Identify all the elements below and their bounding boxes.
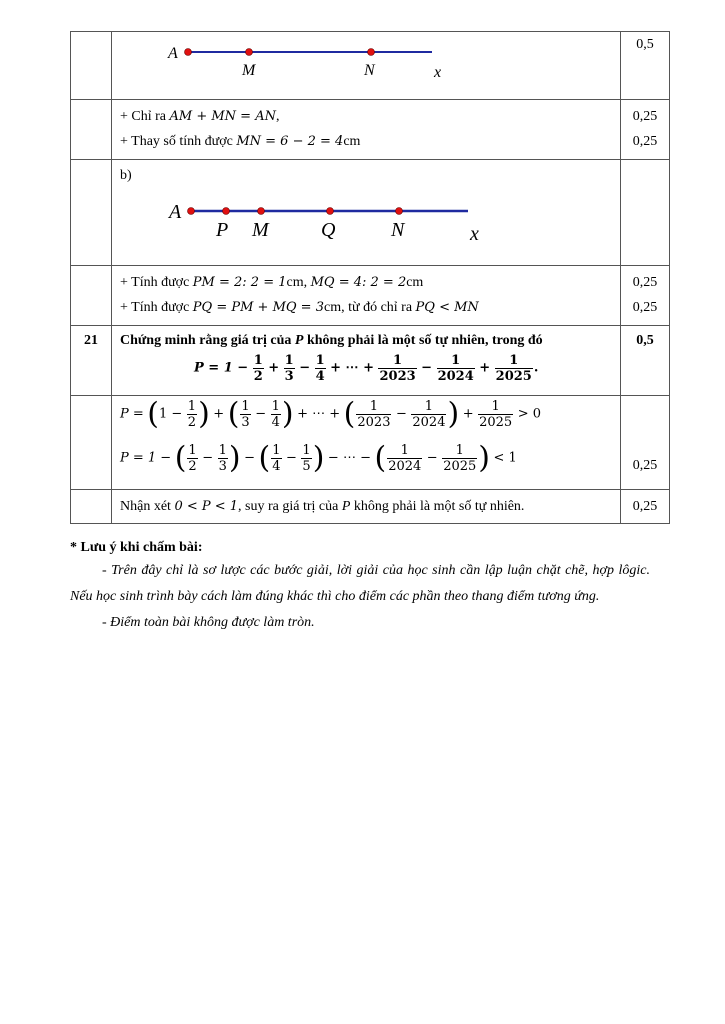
eq-part: P =: [120, 406, 144, 422]
step-text: + Tính được: [120, 300, 193, 315]
grading-notes: [70, 540, 650, 636]
title-text: không phải là một số tự nhiên, trong đó: [303, 333, 543, 348]
step-text: + Tính được: [120, 275, 193, 290]
conclusion-var: P: [341, 499, 351, 514]
step-math: MN = 6 − 2 = 4: [236, 134, 344, 149]
label-a: A: [169, 201, 182, 223]
operator: +: [462, 406, 474, 422]
fraction: $\frac{1}{4}$: [271, 399, 280, 430]
notes-paragraph: - Điểm toàn bài không được làm tròn.: [102, 615, 315, 630]
table-row: [71, 396, 670, 490]
operator: −: [426, 450, 438, 466]
conclusion-text: Nhận xét: [120, 499, 175, 514]
point-m: [258, 208, 265, 215]
step-text: ,: [275, 109, 280, 124]
fraction: $\frac{1}{2025}$: [495, 353, 532, 384]
relation: < 1: [493, 450, 517, 466]
label-a: A: [168, 45, 178, 62]
equation-2: P = 1 − ( $\frac{1}{2}$ − $\frac{1}{3}$ ) − ( $\frac{1}{4}$ − $\frac{1}{5}$ ) − ⋯ − ( $\frac{1}{2024}$ − $\frac{1}{2025}$ ) < 1: [120, 440, 517, 476]
score: 0,25: [632, 499, 658, 514]
operator: −: [244, 450, 256, 466]
number-cell: [71, 100, 112, 160]
content-cell: [112, 396, 621, 490]
step-line: [112, 129, 620, 154]
title-var: P: [294, 333, 304, 348]
score-cell: [621, 160, 670, 266]
problem-title: [112, 328, 620, 353]
fraction: $\frac{1}{2}$: [187, 399, 197, 430]
point-a: [188, 208, 195, 215]
step-text: cm, từ đó chỉ ra: [323, 300, 416, 315]
step-math: AM + MN = AN: [169, 109, 276, 124]
table-row: [71, 100, 670, 160]
score: 0,25: [632, 300, 658, 315]
operator: +: [268, 360, 280, 376]
step-math: PQ = PM + MQ = 3: [192, 300, 324, 315]
number-cell: [71, 326, 112, 396]
score: 0,25: [632, 458, 658, 473]
point-n: [368, 49, 375, 56]
operator: .: [533, 360, 539, 376]
point-m: [246, 49, 253, 56]
content-cell: [112, 266, 621, 326]
fraction: $\frac{1}{3}$: [218, 443, 227, 474]
operator: + ⋯ +: [330, 360, 374, 376]
step-line: [112, 104, 620, 129]
label-n: N: [364, 62, 375, 79]
point-n: [396, 208, 403, 215]
number-cell: [71, 32, 112, 100]
fraction: $\frac{1}{3}$: [284, 353, 294, 384]
notes-paragraph: - Trên đây chỉ là sơ lược các bước giải, lời giải của học sinh cần lập luận chặt chẽ, hợp lôgic. Nếu học sinh trình bày cách làm đúng khác thì cho điểm các phần theo thang điểm tương ứng.: [70, 563, 650, 604]
content-cell: [112, 160, 621, 266]
table-row: [71, 160, 670, 266]
score-cell: [621, 326, 670, 396]
step-math: MQ = 4: 2 = 2: [310, 275, 407, 290]
eq-part: 1 −: [159, 406, 183, 422]
fraction: $\frac{1}{2024}$: [388, 443, 422, 474]
table-row: [71, 266, 670, 326]
score: 0,25: [632, 134, 658, 149]
step-text: cm: [406, 275, 424, 290]
step-text: cm: [343, 134, 361, 149]
score-cell: [621, 32, 670, 100]
answer-table: [70, 31, 670, 524]
label-x: x: [470, 223, 479, 245]
step-text: cm,: [286, 275, 311, 290]
notes-title: * Lưu ý khi chấm bài:: [70, 540, 203, 555]
step-math: PQ < MN: [415, 300, 479, 315]
operator: −: [299, 360, 311, 376]
table-row: [71, 326, 670, 396]
conclusion-math: 0 < P < 1: [174, 499, 239, 514]
score: 0,5: [636, 333, 654, 348]
content-cell: [112, 32, 621, 100]
operator: −: [421, 360, 433, 376]
fraction: $\frac{1}{2024}$: [412, 399, 446, 430]
operator: −: [286, 450, 297, 466]
label-n: N: [391, 219, 405, 241]
score-cell: [621, 490, 670, 524]
label-q: Q: [321, 219, 336, 241]
operator: − ⋯ −: [327, 450, 371, 466]
table-row: [71, 32, 670, 100]
fraction: $\frac{1}{2}$: [253, 353, 263, 384]
content-cell: [112, 490, 621, 524]
relation: > 0: [517, 406, 541, 422]
fraction: $\frac{1}{2023}$: [357, 399, 391, 430]
label-p: P: [216, 219, 229, 241]
point-q: [327, 208, 334, 215]
conclusion-line: [112, 494, 620, 519]
point-a: [185, 49, 192, 56]
label-m: M: [252, 219, 269, 241]
score-cell: [621, 266, 670, 326]
eq-part: P = 1 −: [120, 450, 172, 466]
fraction: $\frac{1}{3}$: [241, 399, 250, 430]
operator: −: [202, 450, 214, 466]
table-row: [71, 490, 670, 524]
conclusion-text: không phải là một số tự nhiên.: [350, 499, 525, 514]
figure-b: [112, 186, 622, 260]
content-cell: [112, 100, 621, 160]
fraction: $\frac{1}{2025}$: [479, 399, 513, 430]
fraction: $\frac{1}{4}$: [315, 353, 325, 384]
title-text: Chứng minh rằng giá trị của: [120, 333, 295, 348]
number-cell: [71, 266, 112, 326]
problem-formula: [112, 353, 620, 384]
part-label: b): [120, 168, 132, 183]
fraction: $\frac{1}{2025}$: [443, 443, 477, 474]
figure-a: [112, 32, 622, 94]
step-line: [112, 295, 620, 320]
step-text: + Chỉ ra: [120, 109, 170, 124]
number-cell: [71, 490, 112, 524]
content-cell: [112, 326, 621, 396]
score-cell: [621, 396, 670, 490]
point-p: [223, 208, 230, 215]
fraction: $\frac{1}{2024}$: [437, 353, 474, 384]
fraction: $\frac{1}{5}$: [302, 443, 311, 474]
problem-number: 21: [84, 333, 98, 348]
formula-part: P = 1 −: [194, 360, 249, 376]
fraction: $\frac{1}{2023}$: [379, 353, 416, 384]
fraction: $\frac{1}{4}$: [272, 443, 281, 474]
operator: −: [395, 406, 407, 422]
score: 0,5: [636, 37, 654, 52]
equation-1: P = (1 − $\frac{1}{2}$ ) + ( $\frac{1}{3}$ − $\frac{1}{4}$ ) + ⋯ + ( $\frac{1}{2023}$ − $\frac{1}{2024}$ ) + $\frac{1}{2025}$ > 0: [120, 396, 541, 432]
score: 0,25: [632, 109, 658, 124]
number-cell: [71, 396, 112, 490]
label-m: M: [242, 62, 256, 79]
step-text: + Thay số tính được: [120, 134, 237, 149]
label-x: x: [434, 64, 442, 81]
operator: +: [213, 406, 225, 422]
step-math: PM = 2: 2 = 1: [192, 275, 287, 290]
conclusion-text: , suy ra giá trị của: [238, 499, 342, 514]
operator: +: [479, 360, 491, 376]
score: 0,25: [632, 275, 658, 290]
operator: + ⋯ +: [297, 406, 341, 422]
step-line: [112, 270, 620, 295]
fraction: $\frac{1}{2}$: [188, 443, 197, 474]
operator: −: [255, 406, 267, 422]
number-cell: [71, 160, 112, 266]
score-cell: [621, 100, 670, 160]
